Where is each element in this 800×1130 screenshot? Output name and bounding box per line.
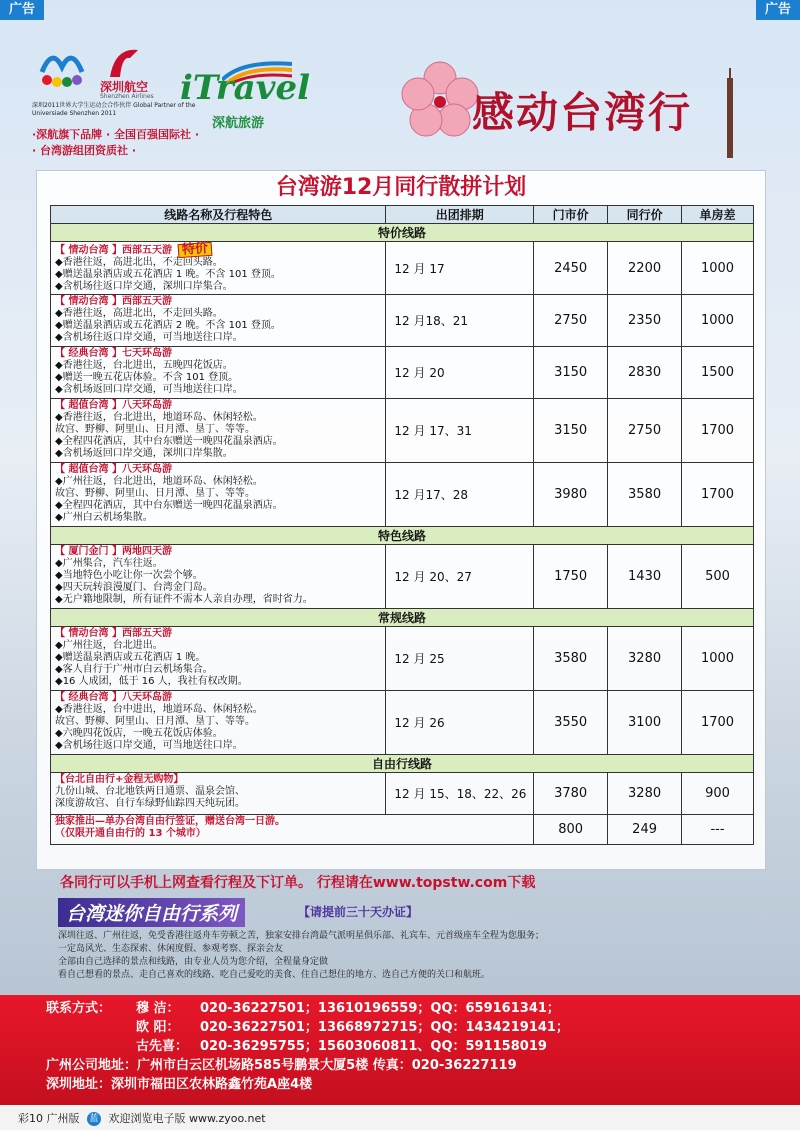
route-line: ◆含机场往返口岸交通，可当地送往口岸。 [55, 332, 243, 343]
ad-tag-right: 广告 [756, 0, 800, 20]
series-title: 台湾迷你自由行系列 [58, 898, 245, 927]
contact-name: 古先喜： [136, 1039, 189, 1054]
intro-line: 一定岛风光、生态探索、休闲度假、参观考察、探亲会友 [58, 944, 284, 954]
retail-price: 1750 [534, 545, 608, 609]
contact-info: 020-36227501；13610196559；QQ：659161341； [200, 1001, 560, 1016]
airline-name-cn: 深圳航空 [100, 80, 149, 94]
slogan-area [400, 60, 780, 160]
itravel-brand: iTravel [180, 68, 310, 108]
col-trade: 同行价 [608, 206, 682, 224]
section-feature: 特色线路 [51, 527, 754, 545]
table-row [51, 691, 754, 755]
route-line: ◆全程四花酒店，其中台东赠送一晚四花温泉酒店。 [55, 500, 283, 511]
route-title: 【 厦门金门 】两地四天游 [55, 546, 172, 557]
route-title: 【 经典台湾 】八天环岛游 [55, 692, 172, 703]
route-line: 故宫、野柳、阿里山、日月潭、垦丁、等等。 [55, 716, 255, 727]
retail-price: 3150 [534, 347, 608, 399]
page-number: 彩10 广州版 [18, 1112, 80, 1125]
route-line: ◆四天玩转浪漫厦门、台湾金门岛。 [55, 582, 213, 593]
tejia-badge: 特价 [178, 242, 213, 258]
section-free: 自由行线路 [51, 755, 754, 773]
single-supplement: 1700 [682, 691, 754, 755]
contact-info: 020-36295755；15603060811、QQ：591158019 [200, 1039, 547, 1054]
route-line: ◆广州往返，台北进出。 [55, 640, 163, 651]
tagline-1: ·深航旗下品牌 · 全国百强国际社 · [32, 128, 200, 141]
departure-dates: 12 月17、28 [386, 463, 534, 527]
route-line: ◆含机场往返口岸交通，可当地送往口岸。 [55, 740, 243, 751]
gz-address: 广州市白云区机场路585号鹏景大厦5楼 传真：020-36227119 [137, 1058, 517, 1073]
table-row [51, 399, 754, 463]
series-note: 【请提前三十天办证】 [298, 905, 419, 919]
route-line: ◆香港往返，高进北出，不走回头路。 [55, 257, 223, 268]
departure-dates: 12 月 17、31 [386, 399, 534, 463]
trade-price: 2200 [608, 242, 682, 295]
route-title: 【 情动台湾 】西部五天游 [55, 628, 172, 639]
tagline-2: · 台湾游组团资质社 · [32, 144, 137, 157]
gz-address-label: 广州公司地址： [46, 1058, 138, 1073]
single-supplement: 1700 [682, 463, 754, 527]
trade-price: 3100 [608, 691, 682, 755]
route-line: ◆香港往返，台北进出，地道环岛、休闲轻松。 [55, 412, 263, 423]
retail-price: 3550 [534, 691, 608, 755]
route-line: ◆赠送温泉酒店或五花酒店 2 晚。不含 101 登顶。 [55, 320, 281, 331]
route-title: 【 超值台湾 】八天环岛游 [55, 464, 172, 475]
retail-price: 3980 [534, 463, 608, 527]
contact-label: 联系方式： [46, 1001, 112, 1016]
page-footer [0, 1105, 800, 1130]
route-line: ◆赠送一晚五花店体验。不含 101 登顶。 [55, 372, 239, 383]
route-line: ◆赠送温泉酒店或五花酒店 1 晚。 [55, 652, 206, 663]
route-line: ◆含机场返回口岸交通，可当地送往口岸。 [55, 384, 243, 395]
col-route: 线路名称及行程特色 [51, 206, 386, 224]
trade-price: 2830 [608, 347, 682, 399]
route-line: ◆客人自行于广州市白云机场集合。 [55, 664, 213, 675]
route-line: ◆赠送温泉酒店或五花酒店 1 晚。不含 101 登顶。 [55, 269, 281, 280]
section-special: 特价线路 [51, 224, 754, 242]
trade-price: 1430 [608, 545, 682, 609]
retail-price: 3780 [534, 773, 608, 815]
route-line: ◆含机场返回口岸交通，深圳口岸集散。 [55, 448, 233, 459]
ad-tag-left: 广告 [0, 0, 44, 20]
table-row [51, 815, 754, 845]
route-line: 故宫、野柳、阿里山、日月潭、垦丁、等等。 [55, 488, 255, 499]
slogan-text: 感动台湾行 [472, 88, 693, 137]
route-title: 【台北自由行+金程无购物】 [55, 774, 184, 785]
retail-price: 3150 [534, 399, 608, 463]
table-row [51, 773, 754, 815]
col-single: 单房差 [682, 206, 754, 224]
table-header-row [51, 206, 754, 224]
single-supplement: 500 [682, 545, 754, 609]
visa-line: （仅限开通自由行的 13 个城市） [55, 828, 206, 839]
footer-website[interactable]: 欢迎浏览电子版 www.zyoo.net [108, 1112, 266, 1125]
route-line: ◆广州白云机场集散。 [55, 512, 153, 523]
trade-price: 3280 [608, 627, 682, 691]
route-title: 【 情动台湾 】西部五天游 [55, 245, 172, 256]
route-line: ◆无户籍地限制，所有证件不需本人亲自办理，省时省力。 [55, 594, 313, 605]
route-title: 【 超值台湾 】八天环岛游 [55, 400, 172, 411]
departure-dates: 12 月 17 [386, 242, 534, 295]
trade-price: 3580 [608, 463, 682, 527]
route-line: ◆16 人成团，低于 16 人，我社有权改期。 [55, 676, 248, 687]
trade-price: 2350 [608, 295, 682, 347]
route-line: ◆香港往返，台北进出，五晚四花饭店。 [55, 360, 233, 371]
departure-dates: 12 月 25 [386, 627, 534, 691]
route-title: 【 经典台湾 】七天环岛游 [55, 348, 172, 359]
intro-line: 深圳往返、广州往返，免受香港往返舟车劳顿之苦，独家安排台湾最气派明星俱乐部、礼宾车、元首级座车全程为您服务； [58, 931, 545, 941]
route-line: 故宫、野柳、阿里山、日月潭、垦丁、等等。 [55, 424, 255, 435]
col-retail: 门市价 [534, 206, 608, 224]
contact-name: 欧 阳： [136, 1020, 180, 1035]
departure-dates: 12 月 20 [386, 347, 534, 399]
retail-price: 3580 [534, 627, 608, 691]
single-supplement: 1000 [682, 627, 754, 691]
retail-price: 2750 [534, 295, 608, 347]
single-supplement: 1700 [682, 399, 754, 463]
single-supplement: 900 [682, 773, 754, 815]
route-line: ◆广州集合，汽车往返。 [55, 558, 163, 569]
table-row [51, 545, 754, 609]
route-line: ◆广州往返，台北进出，地道环岛、休闲轻松。 [55, 476, 263, 487]
route-line: ◆含机场往返口岸交通，深圳口岸集合。 [55, 281, 233, 292]
contact-info: 020-36227501；13668972715；QQ：1434219141； [200, 1020, 569, 1035]
visa-line: 独家推出—单办台湾自由行签证，赠送台湾一日游。 [55, 816, 285, 827]
schedule-table [50, 205, 754, 845]
plum-blossom-icon [400, 60, 480, 140]
sz-address: 深圳市福田区农林路鑫竹苑A座4楼 [111, 1077, 313, 1092]
header [0, 20, 800, 170]
schedule-panel [36, 170, 766, 870]
trade-price: 2750 [608, 399, 682, 463]
table-row [51, 627, 754, 691]
universiade-mascot-icon [32, 42, 92, 92]
retail-price: 2450 [534, 242, 608, 295]
contact-name: 穆 洁： [136, 1001, 180, 1016]
single-supplement: --- [682, 815, 754, 845]
single-supplement: 1000 [682, 242, 754, 295]
table-row [51, 347, 754, 399]
departure-dates: 12 月 26 [386, 691, 534, 755]
route-line: 九份山城、台北地铁两日通票、温泉会馆、 [55, 786, 245, 797]
retail-price: 800 [534, 815, 608, 845]
departure-dates: 12 月 20、27 [386, 545, 534, 609]
trade-price: 3280 [608, 773, 682, 815]
section-regular: 常规线路 [51, 609, 754, 627]
table-row [51, 463, 754, 527]
series-intro [58, 930, 758, 982]
taipei-101-icon [720, 68, 740, 158]
table-row [51, 242, 754, 295]
route-line: ◆六晚四花饭店，一晚五花饭店体验。 [55, 728, 223, 739]
brand-name-cn: 深航旅游 [212, 116, 265, 131]
single-supplement: 1000 [682, 295, 754, 347]
online-booking-note: 各同行可以手机上网查看行程及下订单。 行程请在www.topstw.com下载 [60, 875, 536, 891]
edition-dot-icon: 蓝 [87, 1112, 101, 1126]
shenzhen-airlines-logo-icon [100, 42, 146, 82]
route-line: ◆香港往返，高进北出，不走回头路。 [55, 308, 223, 319]
departure-dates: 12 月 15、18、22、26 [386, 773, 534, 815]
route-line: ◆全程四花酒店，其中台东赠送一晚四花温泉酒店。 [55, 436, 283, 447]
table-row [51, 295, 754, 347]
panel-title: 台湾游12月同行散拼计划 [275, 175, 527, 200]
trade-price: 249 [608, 815, 682, 845]
single-supplement: 1500 [682, 347, 754, 399]
col-dates: 出团排期 [386, 206, 534, 224]
sz-address-label: 深圳地址： [46, 1077, 112, 1092]
route-line: ◆香港往返，台中进出，地道环岛、休闲轻松。 [55, 704, 263, 715]
intro-line: 全部由自己选择的景点和线路，由专业人员为您介绍，全程量身定做 [58, 957, 329, 967]
route-line: ◆当地特色小吃让你一次尝个够。 [55, 570, 203, 581]
route-line: 深度游故宫、自行车绿野仙踪四天纯玩团。 [55, 798, 245, 809]
partner-note: 深圳2011世界大学生运动会合作伙伴 Global Partner of the Universiade Shenzhen 2011 [32, 102, 196, 117]
contact-block [0, 995, 800, 1105]
departure-dates: 12 月18、21 [386, 295, 534, 347]
intro-line: 看自己想看的景点、走自己喜欢的线路、吃自己爱吃的美食、住自己想住的地方、选自己方便的关口和航班。 [58, 970, 491, 980]
route-title: 【 情动台湾 】西部五天游 [55, 296, 172, 307]
airline-name-en: Shenzhen Airlines [100, 93, 154, 100]
